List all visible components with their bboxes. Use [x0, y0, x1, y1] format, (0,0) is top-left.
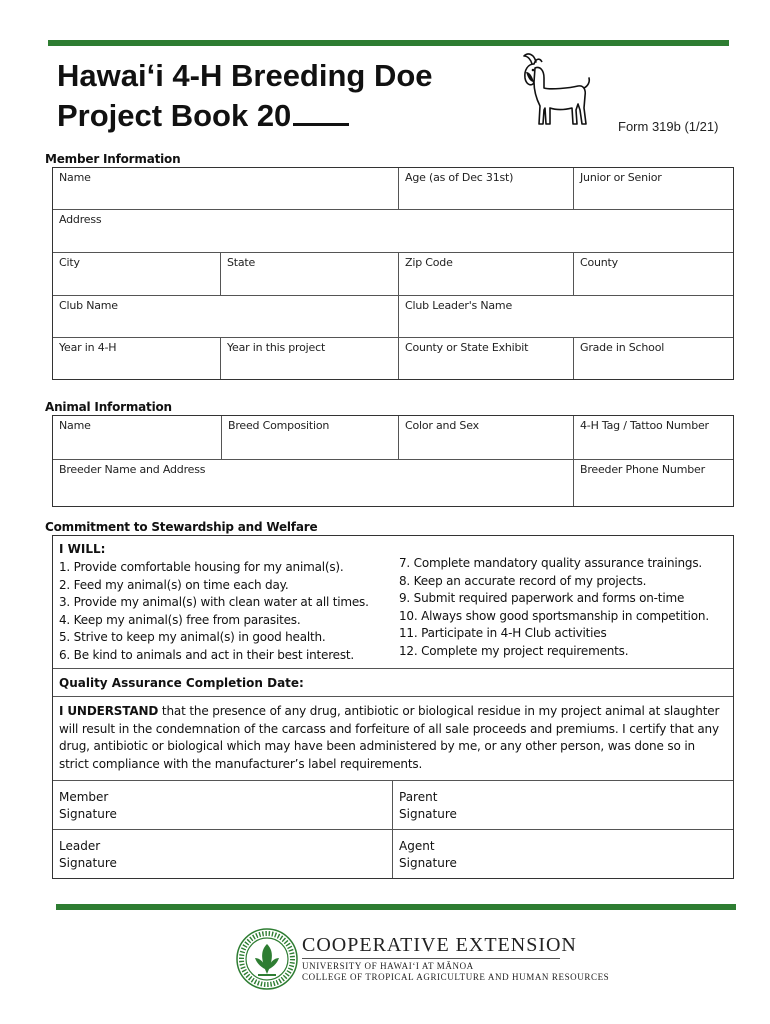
agent-sig-label-2: Signature: [399, 856, 457, 870]
year-blank: [293, 100, 349, 126]
pledge-item: 10. Always show good sportsmanship in competition.: [399, 608, 709, 623]
extension-university: UNIVERSITY OF HAWAIʻI AT MĀNOA: [302, 961, 474, 971]
parent-sig-label-1: Parent: [399, 790, 438, 804]
extension-college: COLLEGE OF TROPICAL AGRICULTURE AND HUMAN RESOURCES: [302, 972, 610, 982]
qa-completion-date-field[interactable]: Quality Assurance Completion Date:: [59, 676, 304, 690]
goat-illustration: [514, 48, 594, 134]
breeder-phone-field[interactable]: Breeder Phone Number: [580, 463, 705, 476]
divider: [53, 829, 733, 830]
agent-signature-field[interactable]: [399, 838, 457, 872]
pledge-item: 7. Complete mandatory quality assurance trainings.: [399, 556, 702, 570]
animal-name-field[interactable]: Name: [53, 416, 222, 460]
divider: [53, 696, 733, 697]
title-line-2: [57, 96, 517, 136]
leader-sig-label-2: Signature: [59, 856, 117, 870]
member-signature-field[interactable]: [59, 789, 117, 823]
footer-logo: [236, 928, 610, 992]
grade-field[interactable]: Grade in School: [580, 341, 665, 354]
i-will-heading: I WILL:: [59, 542, 106, 556]
leader-signature-field[interactable]: [59, 838, 117, 872]
extension-rule: [302, 958, 560, 959]
junior-senior-field[interactable]: Junior or Senior: [574, 168, 733, 210]
tag-field[interactable]: 4-H Tag / Tattoo Number: [574, 416, 733, 460]
pledge-item: 2. Feed my animal(s) on time each day.: [59, 577, 289, 592]
animal-info-grid: [52, 415, 734, 507]
pledge-item: 6. Be kind to animals and act in their best interest.: [59, 647, 355, 662]
form-number: Form 319b (1/21): [618, 119, 719, 134]
leader-sig-label-1: Leader: [59, 839, 101, 853]
county-field[interactable]: County: [574, 253, 733, 296]
member-sig-label-2: Signature: [59, 807, 117, 821]
agent-sig-label-1: Agent: [399, 839, 435, 853]
member-sig-label-1: Member: [59, 790, 109, 804]
member-age-field[interactable]: Age (as of Dec 31st): [399, 168, 574, 210]
club-leader-field[interactable]: Club Leader's Name: [399, 296, 733, 338]
university-seal-icon: [236, 928, 298, 990]
understand-bold: I UNDERSTAND: [59, 704, 159, 718]
address-field[interactable]: Address: [53, 210, 733, 253]
bottom-green-rule: [56, 904, 736, 910]
pledge-item: 8. Keep an accurate record of my projects.: [399, 573, 647, 588]
zip-field[interactable]: Zip Code: [399, 253, 574, 296]
pledge-item: 3. Provide my animal(s) with clean water at all times.: [59, 595, 369, 609]
year-in-project-field[interactable]: Year in this project: [221, 338, 399, 379]
animal-info-title: Animal Information: [45, 400, 172, 414]
understand-text: that the presence of any drug, antibiotic or biological residue in my project animal at slaughter will result in the condemnation of the carcass and forfeiture of all sale proceeds and premiums. I certify that any drug, antibiotic or biological which may have been administered by me, or any other person, was done so in strict compliance with the manufacturer’s label requirements.: [59, 704, 720, 771]
state-field[interactable]: State: [221, 253, 399, 296]
pledge-item: 4. Keep my animal(s) free from parasites.: [59, 612, 301, 627]
pledge-list-right: [399, 555, 709, 660]
pledge-item: 1. Provide comfortable housing for my animal(s).: [59, 560, 344, 574]
breed-field[interactable]: Breed Composition: [222, 416, 399, 460]
club-name-field[interactable]: Club Name: [53, 296, 399, 338]
commitment-title: Commitment to Stewardship and Welfare: [45, 520, 318, 534]
pledge-item: 5. Strive to keep my animal(s) in good health.: [59, 630, 326, 644]
color-sex-field[interactable]: Color and Sex: [399, 416, 574, 460]
divider: [53, 780, 733, 781]
top-green-rule: [48, 40, 729, 46]
member-name-field[interactable]: Name: [53, 168, 399, 210]
understand-statement: [59, 703, 727, 773]
title-line-2-text: Project Book 20: [57, 98, 292, 133]
extension-title: COOPERATIVE EXTENSION: [302, 934, 577, 956]
parent-sig-label-2: Signature: [399, 807, 457, 821]
pledge-item: 12. Complete my project requirements.: [399, 643, 629, 658]
pledge-item: 9. Submit required paperwork and forms on-time: [399, 591, 685, 605]
year-in-4h-field[interactable]: Year in 4-H: [53, 338, 221, 379]
pledge-list-left: [59, 559, 369, 664]
city-field[interactable]: City: [53, 253, 221, 296]
page-title: [57, 56, 517, 136]
member-info-grid: [52, 167, 734, 380]
exhibit-field[interactable]: County or State Exhibit: [399, 338, 574, 379]
member-info-title: Member Information: [45, 152, 181, 166]
parent-signature-field[interactable]: [399, 789, 457, 823]
title-line-1: Hawaiʻi 4-H Breeding Doe: [57, 58, 433, 93]
breeder-name-field[interactable]: Breeder Name and Address: [53, 460, 574, 506]
commitment-box: [52, 535, 734, 879]
pledge-item: 11. Participate in 4-H Club activities: [399, 626, 607, 640]
divider: [53, 668, 733, 669]
